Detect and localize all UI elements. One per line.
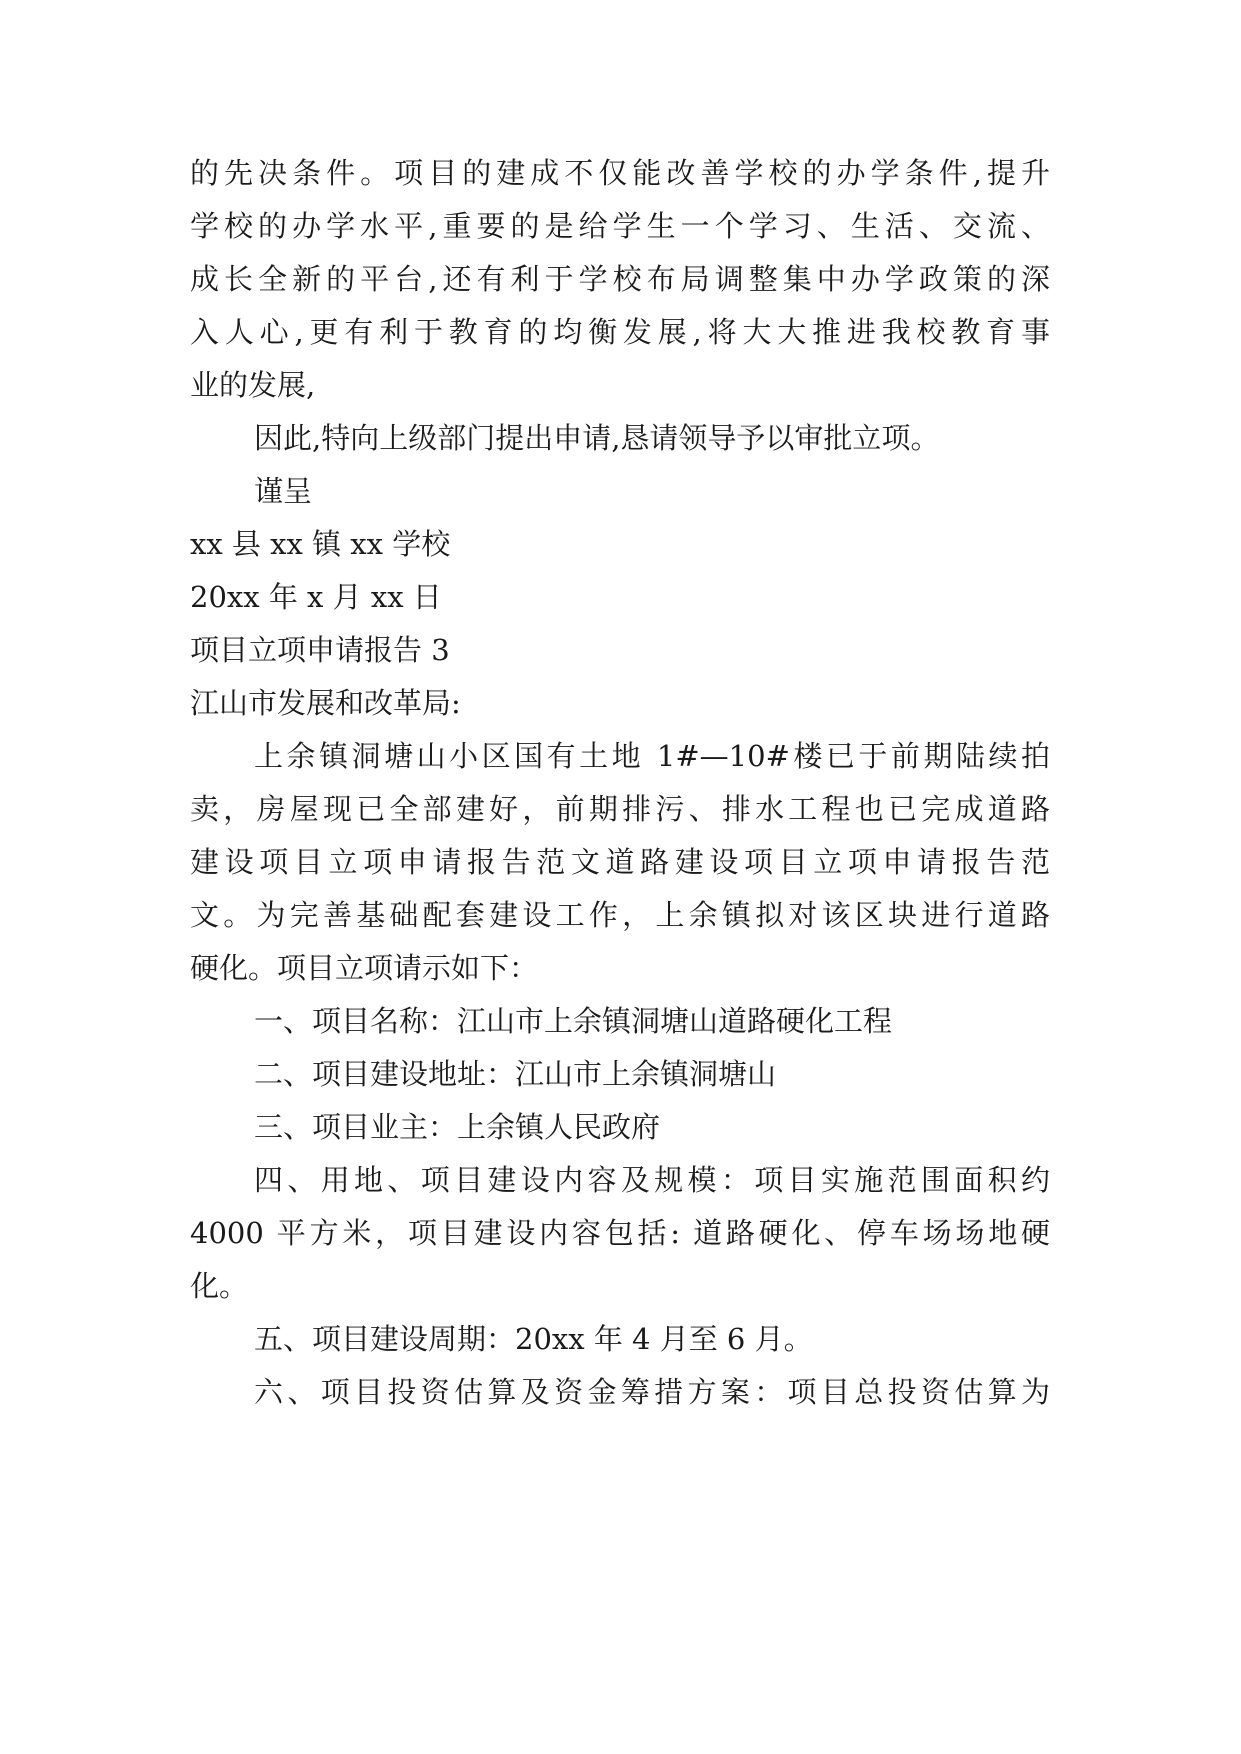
list-item: 二、项目建设地址：江山市上余镇洞塘山 [254, 1057, 777, 1091]
body-text-line: 成长全新的平台,还有利于学校布局调整集中办学政策的深 [190, 262, 1050, 296]
body-text-line: 硬化。项目立项请示如下： [190, 951, 539, 985]
list-item: 三、项目业主：上余镇人民政府 [254, 1110, 661, 1144]
list-item: 四、用地、项目建设内容及规模：项目实施范围面积约 [254, 1163, 1050, 1197]
list-item: 六、项目投资估算及资金筹措方案：项目总投资估算为 [254, 1375, 1050, 1409]
body-text-line: 业的发展, [190, 368, 316, 402]
body-text-line: 的先决条件。项目的建成不仅能改善学校的办学条件,提升 [190, 156, 1050, 190]
body-text-line: 入人心,更有利于教育的均衡发展,将大大推进我校教育事 [190, 315, 1050, 349]
list-item: 五、项目建设周期：20xx 年 4 月至 6 月。 [254, 1322, 813, 1356]
section-title: 项目立项申请报告 3 [190, 633, 450, 667]
body-text-line: 卖，房屋现已全部建好，前期排污、排水工程也已完成道路 [190, 792, 1050, 826]
recipient-line: 江山市发展和改革局: [190, 686, 461, 720]
document-date: 20xx 年 x 月 xx 日 [190, 580, 442, 614]
body-text-line: 文。为完善基础配套建设工作，上余镇拟对该区块进行道路 [190, 898, 1050, 932]
body-text-line: 上余镇洞塘山小区国有土地 1#—10#楼已于前期陆续拍 [254, 739, 1050, 773]
closing-salutation: 谨呈 [254, 474, 313, 508]
body-text-line: 4000 平方米，项目建设内容包括: 道路硬化、停车场场地硬 [190, 1216, 1050, 1250]
body-text-line: 学校的办学水平,重要的是给学生一个学习、生活、交流、 [190, 209, 1050, 243]
sender-name: xx 县 xx 镇 xx 学校 [190, 527, 451, 561]
body-text-line: 建设项目立项申请报告范文道路建设项目立项申请报告范 [190, 845, 1050, 879]
list-item: 一、项目名称：江山市上余镇洞塘山道路硬化工程 [254, 1004, 893, 1038]
body-text-line: 化。 [190, 1269, 249, 1303]
body-text-line: 因此,特向上级部门提出申请,恳请领导予以审批立项。 [254, 421, 940, 455]
